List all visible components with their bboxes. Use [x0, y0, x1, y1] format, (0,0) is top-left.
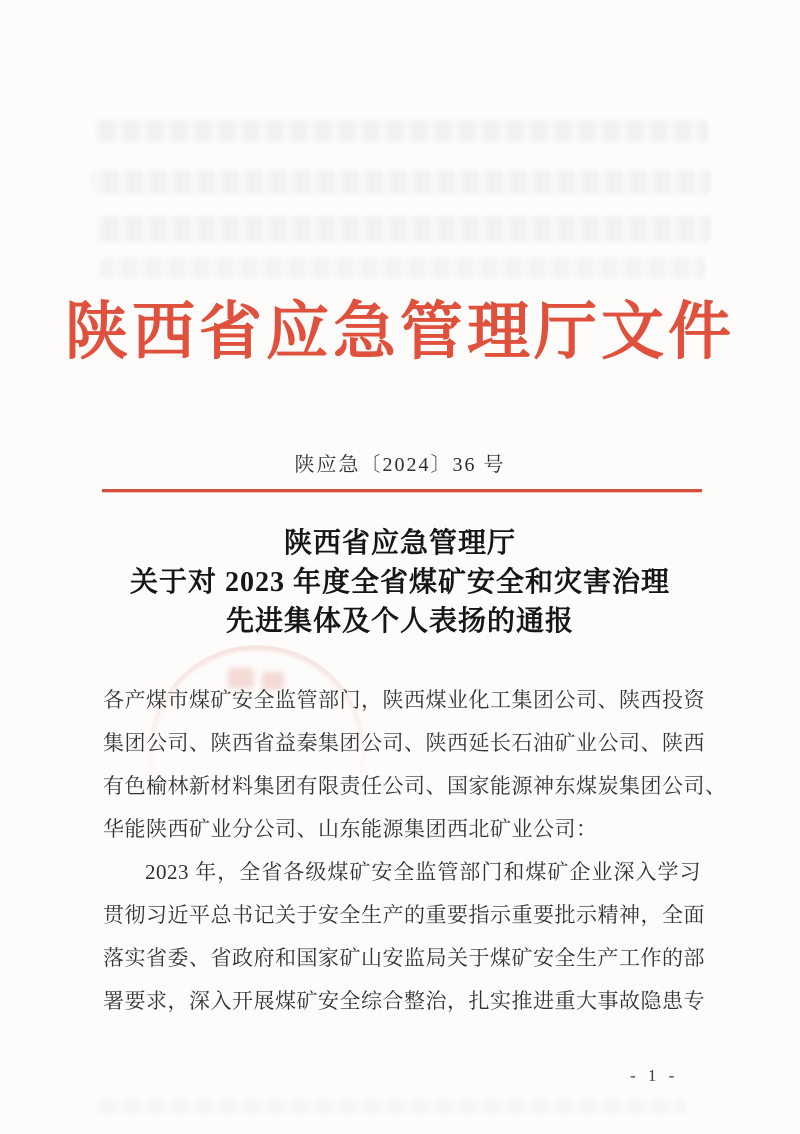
body-line: 落实省委、省政府和国家矿山安监局关于煤矿安全生产工作的部 — [103, 946, 705, 970]
body-line: 有色榆林新材料集团有限责任公司、国家能源神东煤炭集团公司、 — [103, 774, 727, 798]
agency-letterhead-title: 陕西省应急管理厅文件 — [65, 297, 735, 367]
document-number: 陕应急〔2024〕36 号 — [294, 454, 506, 476]
bleed-through-line — [95, 216, 710, 242]
bleed-through-line — [100, 258, 705, 278]
body-line: 华能陕西矿业分公司、山东能源集团西北矿业公司： — [103, 817, 598, 841]
body-line: 署要求，深入开展煤矿安全综合整治，扎实推进重大事故隐患专 — [103, 989, 705, 1013]
bleed-through-line — [95, 120, 707, 142]
document-body — [103, 679, 727, 1023]
body-line: 集团公司、陕西省益秦集团公司、陕西延长石油矿业公司、陕西 — [103, 731, 705, 755]
document-title-line-1: 陕西省应急管理厅 — [283, 528, 516, 559]
bleed-through-line — [95, 1098, 685, 1114]
document-title-line-3: 先进集体及个人表扬的通报 — [225, 606, 574, 637]
body-line: 2023 年，全省各级煤矿安全监管部门和煤矿企业深入学习 — [145, 860, 701, 884]
body-line: 贯彻习近平总书记关于安全生产的重要指示重要批示精神，全面 — [103, 903, 705, 927]
document-title — [60, 524, 740, 641]
paragraph-recipients — [103, 679, 727, 851]
body-line: 各产煤市煤矿安全监管部门，陕西煤业化工集团公司、陕西投资 — [103, 688, 705, 712]
document-title-line-2: 关于对 2023 年度全省煤矿安全和灾害治理 — [129, 567, 670, 598]
paragraph-main — [103, 851, 705, 1023]
red-divider-line — [102, 489, 702, 492]
page-number: - 1 - — [630, 1066, 679, 1085]
bleed-through-line — [92, 170, 710, 194]
